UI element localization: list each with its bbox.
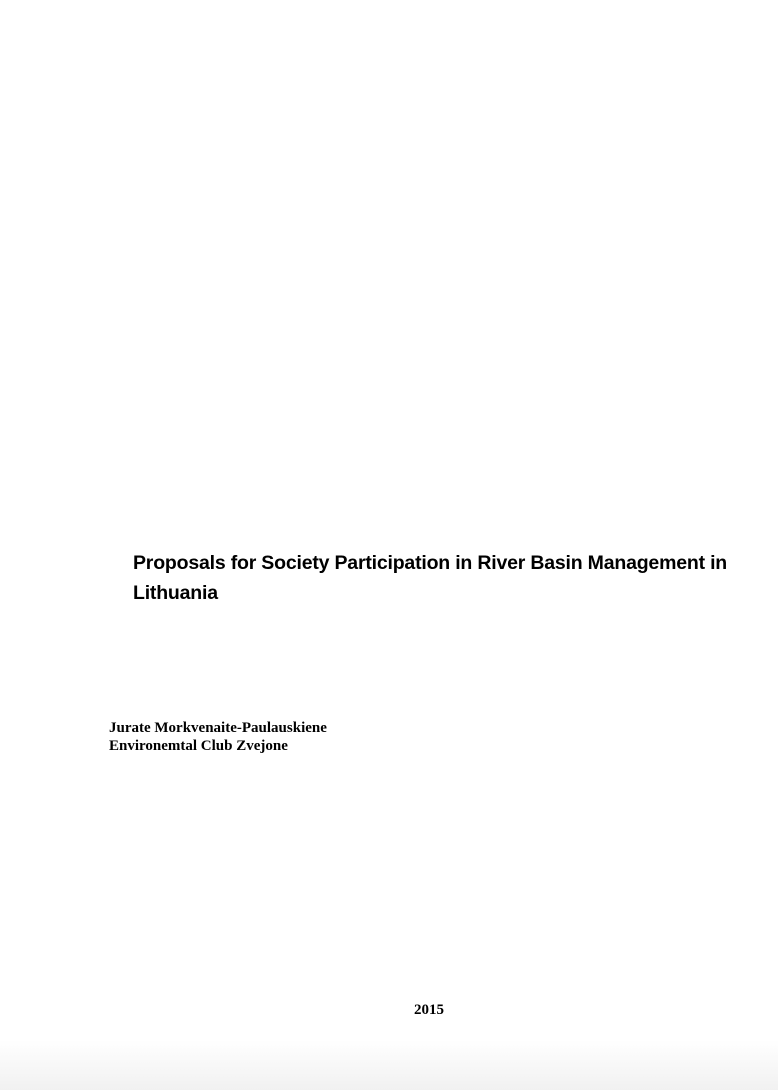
document-title: Proposals for Society Participation in River Basin Management in Lithuania bbox=[133, 552, 728, 604]
author-name: Jurate Morkvenaite-Paulauskiene bbox=[109, 720, 327, 736]
author-block bbox=[109, 719, 327, 755]
organization-name: Environemtal Club Zvejone bbox=[109, 738, 288, 754]
publication-year: 2015 bbox=[414, 1002, 444, 1018]
